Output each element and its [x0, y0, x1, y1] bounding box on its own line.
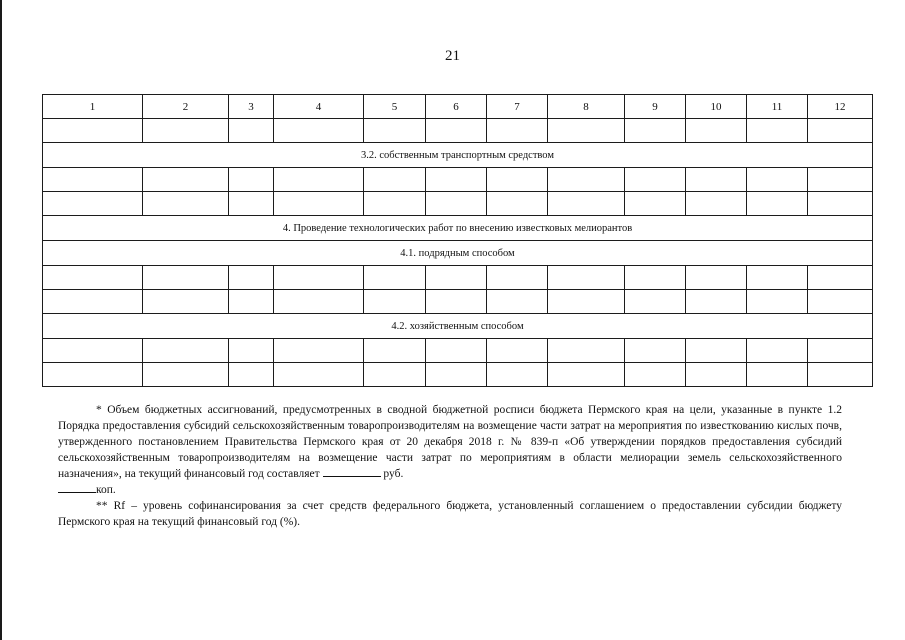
footnote-text: – уровень софинансирования за счет средств федерального бюджета, установленный соглашением о предоставлении субсидии бюджету Пермского края на текущий финансовый год (%). [58, 500, 842, 528]
scan-edge [0, 0, 2, 640]
table-cell [426, 339, 487, 363]
table-cell [548, 119, 625, 143]
table-cell [426, 363, 487, 387]
footnote-text: Объем бюджетных ассигнований, предусмотренных в сводной бюджетной росписи бюджета Пермского края на цели, указанные в пункте 1.2 Порядка предоставления субсидий сельскохозяйственным товаропроизводителям на возмещение части затрат на мероприятия по известкованию кислых почв, утвержденного постановлением Правительства Пермского края от 20 декабря 2018 г. № 839-п «Об утверждении порядков предоставления субсидий сельскохозяйственным товаропроизводителям на возмещение части затрат по мероприятиям в области мелиорации земель сельскохозяйственного назначения», на текущий финансовый год составляет [58, 404, 842, 480]
table-cell [487, 119, 548, 143]
table-cell [747, 119, 808, 143]
footnote-marker: * [96, 404, 102, 416]
column-number: 10 [686, 95, 747, 119]
table-cell [229, 266, 274, 290]
table-cell [548, 363, 625, 387]
table-cell [808, 290, 873, 314]
table-cell [229, 119, 274, 143]
section-heading-contract-method: 4.1. подрядным способом [43, 241, 873, 266]
table-cell [808, 266, 873, 290]
section-row [43, 216, 873, 241]
amount-rub-blank [323, 466, 381, 477]
table-cell [43, 192, 143, 216]
table-cell [364, 290, 426, 314]
table-cell [625, 290, 686, 314]
table-cell [625, 339, 686, 363]
table-cell [747, 290, 808, 314]
table-cell [808, 168, 873, 192]
column-number: 1 [43, 95, 143, 119]
amount-kop-blank [58, 482, 96, 493]
table-cell [548, 339, 625, 363]
table-cell [487, 290, 548, 314]
table-cell [487, 168, 548, 192]
section-row [43, 314, 873, 339]
table-cell [686, 168, 747, 192]
table-cell [548, 192, 625, 216]
table-cell [229, 290, 274, 314]
table-row [43, 168, 873, 192]
table-cell [487, 339, 548, 363]
table-cell [426, 192, 487, 216]
table-cell [364, 168, 426, 192]
page-number: 21 [445, 48, 460, 64]
table-cell [487, 266, 548, 290]
table-cell [686, 290, 747, 314]
table-header-row [43, 95, 873, 119]
table-cell [43, 339, 143, 363]
column-number: 5 [364, 95, 426, 119]
table-cell [274, 363, 364, 387]
footnote-cofinancing [58, 498, 842, 530]
table-cell [625, 363, 686, 387]
table-cell [229, 339, 274, 363]
table-cell [686, 363, 747, 387]
table-cell [229, 192, 274, 216]
table-cell [274, 119, 364, 143]
table-cell [364, 363, 426, 387]
table-cell [426, 168, 487, 192]
table-cell [548, 168, 625, 192]
table-cell [747, 363, 808, 387]
table-cell [143, 119, 229, 143]
table-cell [143, 290, 229, 314]
table-cell [143, 363, 229, 387]
table-row [43, 266, 873, 290]
section-row [43, 143, 873, 168]
table-cell [487, 192, 548, 216]
table-cell [747, 192, 808, 216]
table-cell [686, 339, 747, 363]
table-cell [43, 363, 143, 387]
footnotes [58, 402, 842, 530]
table-cell [274, 339, 364, 363]
table-cell [625, 266, 686, 290]
table-row [43, 192, 873, 216]
table-cell [426, 290, 487, 314]
table-cell [143, 266, 229, 290]
table-cell [686, 192, 747, 216]
column-number: 8 [548, 95, 625, 119]
column-number: 6 [426, 95, 487, 119]
column-number: 11 [747, 95, 808, 119]
footnote-marker: ** Rf [96, 500, 126, 512]
table-cell [229, 363, 274, 387]
section-row [43, 241, 873, 266]
table-cell [625, 168, 686, 192]
table-cell [686, 119, 747, 143]
table-cell [43, 119, 143, 143]
table-cell [808, 363, 873, 387]
table-cell [229, 168, 274, 192]
column-number: 7 [487, 95, 548, 119]
table-cell [808, 339, 873, 363]
table-cell [43, 290, 143, 314]
table-row [43, 339, 873, 363]
table-cell [625, 119, 686, 143]
table-cell [808, 192, 873, 216]
table-cell [274, 192, 364, 216]
table-cell [487, 363, 548, 387]
table-cell [364, 119, 426, 143]
table-cell [364, 339, 426, 363]
table-cell [364, 266, 426, 290]
kop-label: коп. [96, 484, 116, 496]
table-cell [364, 192, 426, 216]
table-cell [143, 339, 229, 363]
table-row [43, 290, 873, 314]
table-cell [274, 168, 364, 192]
column-number: 4 [274, 95, 364, 119]
table-cell [143, 192, 229, 216]
table-cell [747, 266, 808, 290]
table-cell [274, 266, 364, 290]
table-cell [686, 266, 747, 290]
table-cell [747, 168, 808, 192]
table-cell [43, 266, 143, 290]
table-row [43, 119, 873, 143]
column-number: 12 [808, 95, 873, 119]
column-number: 9 [625, 95, 686, 119]
column-number: 2 [143, 95, 229, 119]
table-cell [426, 119, 487, 143]
section-heading-liming-works: 4. Проведение технологических работ по внесению известковых мелиорантов [43, 216, 873, 241]
table-cell [747, 339, 808, 363]
table-cell [625, 192, 686, 216]
column-number: 3 [229, 95, 274, 119]
table-cell [548, 290, 625, 314]
section-heading-economic-method: 4.2. хозяйственным способом [43, 314, 873, 339]
subsidy-table [42, 94, 873, 387]
table-cell [143, 168, 229, 192]
rub-label: руб. [383, 468, 404, 480]
table-cell [43, 168, 143, 192]
table-cell [274, 290, 364, 314]
footnote-budget-allocation [58, 402, 842, 498]
table-row [43, 363, 873, 387]
table-cell [548, 266, 625, 290]
table-cell [808, 119, 873, 143]
table-cell [426, 266, 487, 290]
section-heading-own-transport: 3.2. собственным транспортным средством [43, 143, 873, 168]
